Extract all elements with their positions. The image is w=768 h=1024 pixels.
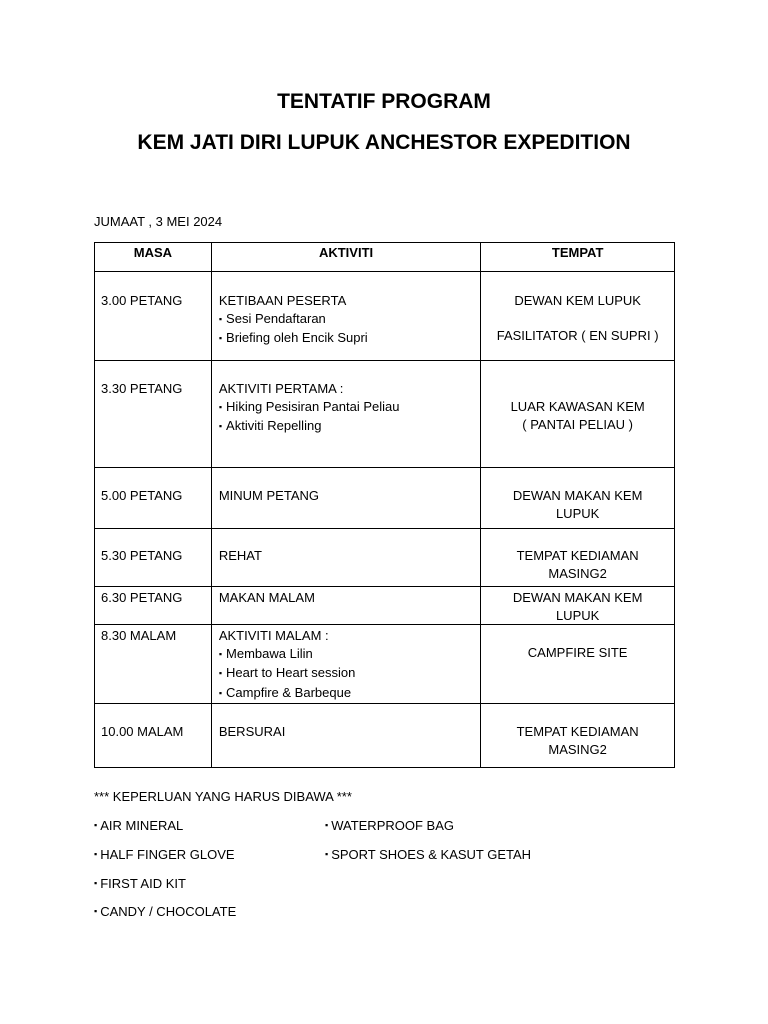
cell-tempat <box>481 587 675 625</box>
place-block <box>481 625 674 662</box>
activity-bullet: ▪ Heart to Heart session <box>219 664 474 684</box>
place-text: ( PANTAI PELIAU ) <box>522 416 634 432</box>
requirements-title: *** KEPERLUAN YANG HARUS DIBAWA *** <box>94 789 352 804</box>
time-text: 5.30 PETANG <box>101 548 183 563</box>
place-text: LUPUK <box>555 505 600 521</box>
activity-text: MAKAN MALAM <box>218 590 315 605</box>
cell-aktiviti <box>211 704 480 768</box>
place-text: DEWAN MAKAN KEM <box>512 488 643 503</box>
time-text: 6.30 PETANG <box>101 590 183 605</box>
cell-tempat <box>481 704 675 768</box>
table-header-row <box>95 243 675 272</box>
requirement-item: ▪ AIR MINERAL <box>94 818 183 833</box>
place-text: FASILITATOR ( EN SUPRI ) <box>496 328 659 343</box>
time-text: 8.30 MALAM <box>101 628 177 643</box>
table-row <box>95 587 675 625</box>
time-text: 3.30 PETANG <box>101 381 183 396</box>
cell-masa <box>95 529 212 587</box>
cell-aktiviti <box>211 625 480 704</box>
activity-text: AKTIVITI MALAM : <box>218 628 329 643</box>
cell-masa <box>95 272 212 361</box>
activity-text: REHAT <box>218 548 262 563</box>
header-masa: MASA <box>95 243 212 272</box>
header-tempat: TEMPAT <box>481 243 675 272</box>
schedule-table <box>94 242 675 768</box>
table-row <box>95 625 675 704</box>
cell-masa <box>95 704 212 768</box>
activity-bullet: ▪ Campfire & Barbeque <box>219 684 474 704</box>
time-text: 10.00 MALAM <box>101 724 184 739</box>
cell-aktiviti <box>211 272 480 361</box>
activity-block <box>212 529 480 565</box>
table-row <box>95 272 675 361</box>
place-text: MASING2 <box>548 741 607 757</box>
requirement-item: ▪ WATERPROOF BAG <box>325 818 454 833</box>
cell-masa <box>95 361 212 468</box>
table-row <box>95 468 675 529</box>
requirement-item: ▪ SPORT SHOES & KASUT GETAH <box>325 847 531 862</box>
place-text: CAMPFIRE SITE <box>527 645 628 660</box>
cell-tempat <box>481 468 675 529</box>
place-block <box>481 272 674 345</box>
activity-bullet: ▪ Hiking Pesisiran Pantai Peliau <box>219 398 474 418</box>
place-text: DEWAN KEM LUPUK <box>514 293 641 308</box>
place-block <box>481 361 674 433</box>
cell-aktiviti <box>211 468 480 529</box>
activity-text: BERSURAI <box>218 724 286 739</box>
activity-bullet: ▪ Membawa Lilin <box>219 645 474 665</box>
table-row <box>95 529 675 587</box>
activity-block <box>212 361 480 437</box>
activity-block <box>212 468 480 505</box>
place-text: MASING2 <box>548 565 607 581</box>
activity-text: KETIBAAN PESERTA <box>218 293 347 308</box>
place-block <box>481 468 674 522</box>
page-subtitle: KEM JATI DIRI LUPUK ANCHESTOR EXPEDITION <box>137 131 631 154</box>
activity-block <box>212 272 480 349</box>
place-text: LUPUK <box>555 607 600 623</box>
activity-bullet: ▪ Briefing oleh Encik Supri <box>219 329 474 349</box>
place-text: TEMPAT KEDIAMAN <box>516 548 639 563</box>
requirement-item: ▪ HALF FINGER GLOVE <box>94 847 235 862</box>
table-row <box>95 704 675 768</box>
activity-bullet: ▪ Aktiviti Repelling <box>219 417 474 437</box>
cell-aktiviti <box>211 361 480 468</box>
activity-block <box>212 587 480 607</box>
place-text: LUAR KAWASAN KEM <box>510 399 645 414</box>
activity-text: AKTIVITI PERTAMA : <box>218 381 344 396</box>
place-block <box>481 529 674 582</box>
place-text: TEMPAT KEDIAMAN <box>516 724 639 739</box>
activity-bullet: ▪ Sesi Pendaftaran <box>219 310 474 330</box>
requirement-item: ▪ FIRST AID KIT <box>94 876 186 891</box>
activity-text: MINUM PETANG <box>218 488 319 503</box>
place-block <box>481 587 674 624</box>
header-aktiviti: AKTIVITI <box>211 243 480 272</box>
time-text: 3.00 PETANG <box>101 293 183 308</box>
cell-masa <box>95 468 212 529</box>
table-row <box>95 361 675 468</box>
time-text: 5.00 PETANG <box>101 488 183 503</box>
activity-block <box>212 625 480 703</box>
cell-tempat <box>481 361 675 468</box>
page-title: TENTATIF PROGRAM <box>277 90 491 113</box>
cell-masa <box>95 587 212 625</box>
cell-tempat <box>481 529 675 587</box>
requirement-item: ▪ CANDY / CHOCOLATE <box>94 904 236 919</box>
cell-aktiviti <box>211 529 480 587</box>
place-block <box>481 704 674 758</box>
activity-block <box>212 704 480 741</box>
place-text: DEWAN MAKAN KEM <box>512 590 643 605</box>
cell-masa <box>95 625 212 704</box>
place-text <box>487 310 668 328</box>
cell-aktiviti <box>211 587 480 625</box>
cell-tempat <box>481 272 675 361</box>
event-date: JUMAAT , 3 MEI 2024 <box>94 214 223 229</box>
cell-tempat <box>481 625 675 704</box>
